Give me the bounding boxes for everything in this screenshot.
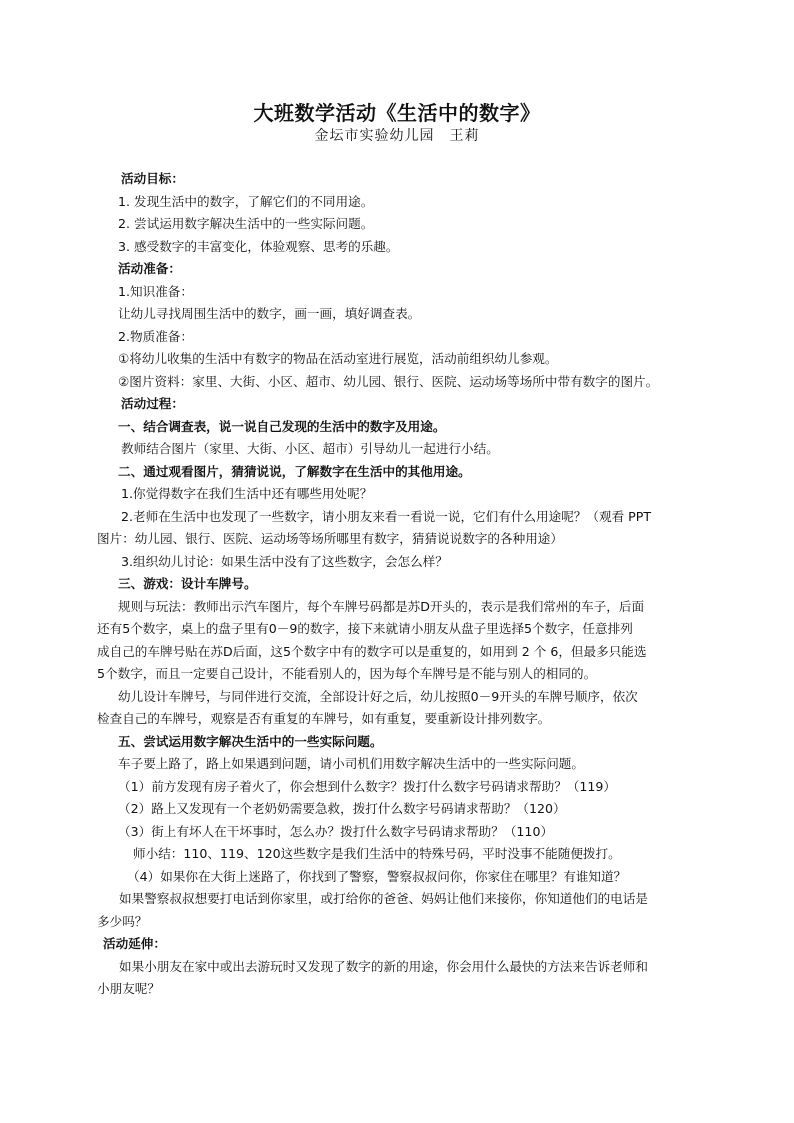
paragraph-line: 车子要上路了，路上如果遇到问题，请小司机们用数字解决生活中的一些实际问题。: [118, 756, 584, 771]
paragraph-line: 成自己的车牌号贴在苏D后面，这5个数字中有的数字可以是重复的，如用到 2 个 6，但最多只能选: [97, 643, 647, 659]
paragraph-line: 如果小朋友在家中或出去游玩时又发现了数字的新的用途，你会用什么最快的方法来告诉老师和: [119, 958, 648, 974]
paragraph-line: 1.知识准备：: [118, 283, 193, 299]
paragraph-line: 2.老师在生活中也发现了一些数字，请小朋友来看一看说一说，它们有什么用途呢？（观看 PPT: [121, 508, 652, 524]
paragraph-line: （2）路上又发现有一个老奶奶需要急救，拨打什么数字号码请求帮助？（120）: [118, 801, 566, 816]
paragraph-line: 幼儿设计车牌号，与同伴进行交流，全部设计好之后，幼儿按照0－9开头的车牌号顺序，依次: [118, 688, 638, 704]
section-heading-goals: 活动目标：: [121, 171, 184, 186]
section-heading-process: 活动过程：: [121, 396, 184, 411]
paragraph-line: 图片：幼儿园、银行、医院、运动场等场所哪里有数字，猜猜说说数字的各种用途）: [97, 531, 563, 546]
step-heading: 一、结合调查表，说一说自己发现的生活中的数字及用途。: [118, 418, 446, 434]
paragraph-line: 师小结：110、119、120这些数字是我们生活中的特殊号码，平时没事不能随便拨打。: [133, 846, 621, 861]
goal-item: 1. 发现生活中的数字，了解它们的不同用途。: [118, 193, 374, 209]
document-author: 金坛市实验幼儿园 王莉: [314, 128, 480, 144]
paragraph-line: 2.物质准备：: [118, 328, 193, 344]
step-heading: 二、通过观看图片，猜猜说说，了解数字在生活中的其他用途。: [118, 463, 471, 479]
section-heading-preparation: 活动准备：: [118, 261, 181, 276]
paragraph-line: ①将幼儿收集的生活中有数字的物品在活动室进行展览，活动前组织幼儿参观。: [118, 351, 558, 366]
goal-item: 3. 感受数字的丰富变化，体验观察、思考的乐趣。: [118, 238, 399, 254]
paragraph-line: （1）前方发现有房子着火了，你会想到什么数字？拨打什么数字号码请求帮助？（119）: [118, 778, 617, 794]
step-heading: 三、游戏：设计车牌号。: [118, 576, 257, 591]
document-body: [97, 168, 717, 1001]
paragraph-line: 教师结合图片（家里、大街、小区、超市）引导幼儿一起进行小结。: [121, 441, 499, 456]
goal-item: 2. 尝试运用数字解决生活中的一些实际问题。: [118, 216, 374, 231]
section-heading-extension: 活动延伸：: [103, 936, 166, 951]
paragraph-line: 多少吗？: [97, 913, 148, 929]
paragraph-line: （4）如果你在大街上迷路了，你找到了警察，警察叔叔问你，你家住在哪里？有谁知道？: [127, 868, 627, 884]
paragraph-line: 规则与玩法：教师出示汽车图片，每个车牌号码都是苏D开头的，表示是我们常州的车子，后面: [118, 598, 645, 614]
paragraph-line: 还有5个数字，桌上的盘子里有0－9的数字，接下来就请小朋友从盘子里选择5个数字，任意排列: [97, 621, 633, 636]
paragraph-line: 3.组织幼儿讨论：如果生活中没有了这些数字，会怎么样？: [121, 553, 448, 569]
step-heading: 五、尝试运用数字解决生活中的一些实际问题。: [118, 733, 383, 749]
paragraph-line: 如果警察叔叔想要打电话到你家里，或打给你的爸爸、妈妈让他们来接你，你知道他们的电话是: [119, 891, 648, 906]
document-title: 大班数学活动《生活中的数字》: [253, 101, 541, 125]
paragraph-line: 1.你觉得数字在我们生活中还有哪些用处呢？: [121, 486, 373, 501]
paragraph-line: 检查自己的车牌号，观察是否有重复的车牌号，如有重复，要重新设计排列数字。: [97, 711, 551, 726]
paragraph-line: 让幼儿寻找周围生活中的数字，画一画，填好调查表。: [118, 306, 421, 321]
paragraph-line: （3）街上有坏人在干坏事时，怎么办？拨打什么数字号码请求帮助？（110）: [118, 823, 554, 839]
paragraph-line: 小朋友呢？: [97, 981, 160, 996]
paragraph-line: ②图片资料：家里、大街、小区、超市、幼儿园、银行、医院、运动场等场所中带有数字的图片。: [118, 373, 659, 389]
paragraph-line: 5个数字，而且一定要自己设计，不能看别人的，因为每个车牌号是不能与别人的相同的。: [97, 666, 597, 681]
